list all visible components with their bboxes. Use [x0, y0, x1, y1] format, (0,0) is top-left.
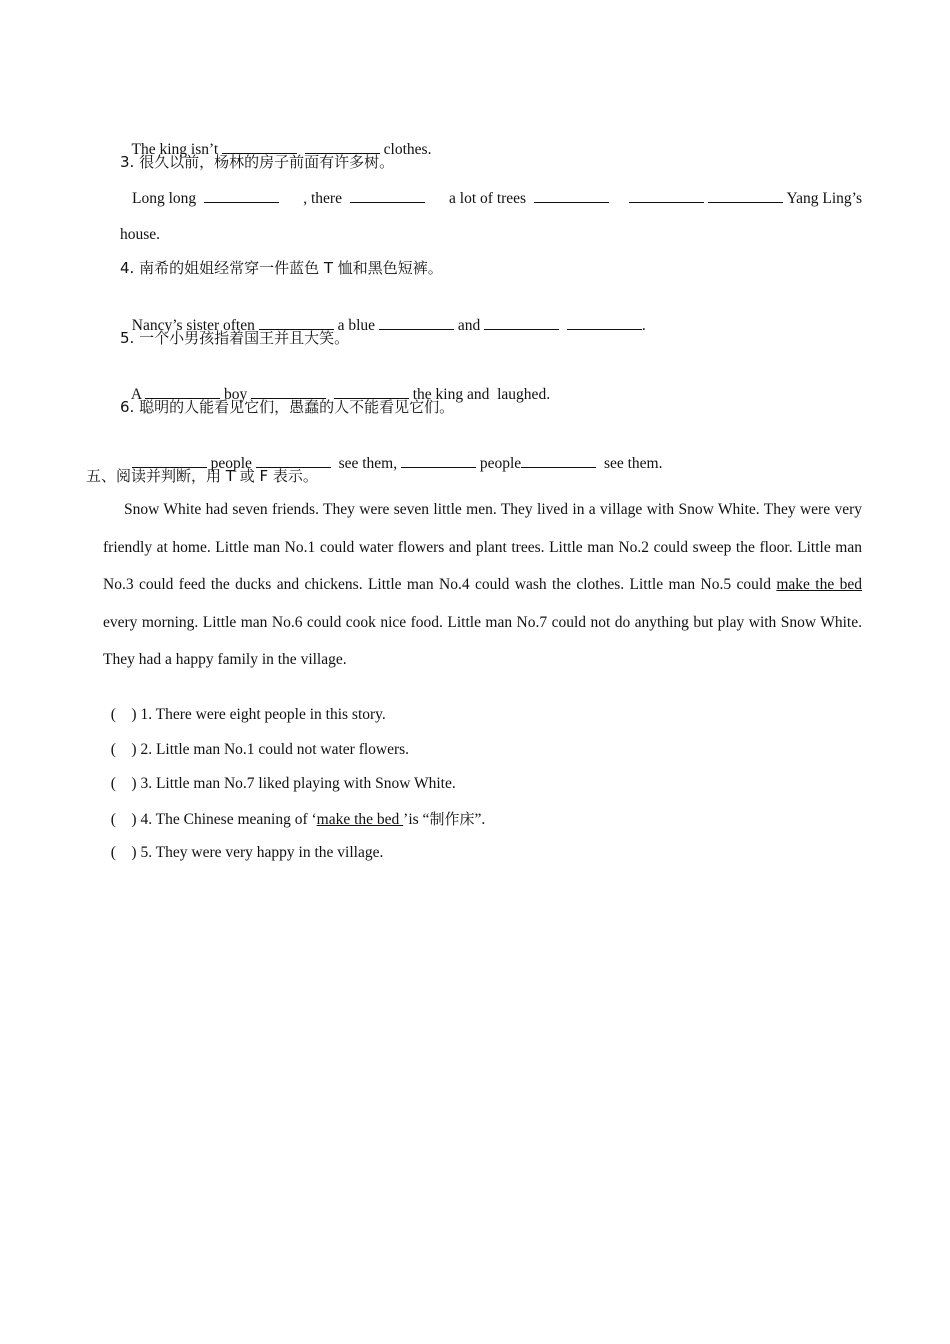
answer-blank[interactable]	[350, 187, 425, 203]
fill-in-line-1: The king isn’t clothes.	[124, 118, 431, 160]
question-3-chinese: 3. 很久以前，杨林的房子前面有许多树。	[120, 153, 395, 171]
underlined-phrase: make the bed	[776, 576, 863, 594]
answer-blank[interactable]	[484, 314, 559, 330]
answer-blank[interactable]	[534, 187, 609, 203]
answer-bracket[interactable]: ( )	[110, 844, 137, 861]
answer-bracket[interactable]: ( )	[110, 775, 137, 792]
answer-bracket[interactable]: ( )	[110, 741, 137, 758]
answer-blank[interactable]	[379, 314, 454, 330]
judge-item-5: ( ) 5. They were very happy in the village.	[110, 844, 384, 861]
answer-blank[interactable]	[204, 187, 279, 203]
question-6-chinese: 6. 聪明的人能看见它们，愚蠢的人不能看见它们。	[120, 398, 455, 416]
answer-bracket[interactable]: ( )	[110, 706, 137, 723]
answer-bracket[interactable]: ( )	[110, 811, 137, 828]
section-5-heading: 五、阅读并判断，用 T 或 F 表示。	[86, 467, 318, 485]
question-6-english: people see them, people see them.	[124, 432, 663, 474]
question-4-english: Nancy’s sister often a blue and .	[124, 294, 646, 336]
question-3-english: Long long , there a lot of trees Yang Ling’s	[132, 187, 862, 209]
answer-blank[interactable]	[567, 314, 642, 330]
answer-blank[interactable]	[708, 187, 783, 203]
question-5-english: A boy the king and laughed.	[124, 363, 550, 405]
judge-item-2: ( ) 2. Little man No.1 could not water flowers.	[110, 741, 410, 758]
answer-blank[interactable]	[521, 452, 596, 468]
question-5-chinese: 5. 一个小男孩指着国王并且大笑。	[120, 329, 350, 347]
answer-blank[interactable]	[629, 187, 704, 203]
reading-passage: Snow White had seven friends. They were seven little men. They lived in a village with Snow White. They were very friendly at home. Little man No.1 could water flowers and plant trees. Little man No.2 could sweep the floor. Little man No.3 could feed the ducks and chickens. Little man No.4 could wash the clothes. Little man No.5 could make the bed every morning. Little man No.6 could cook nice food. Little man No.7 could not do anything but play with Snow White. They had a happy family in the village.	[103, 501, 863, 669]
answer-blank[interactable]	[401, 452, 476, 468]
judge-item-1: ( ) 1. There were eight people in this story.	[110, 706, 386, 723]
judge-item-4: ( ) 4. The Chinese meaning of ‘make the bed ’is “制作床”.	[110, 810, 486, 828]
question-3-continuation: house.	[120, 226, 161, 243]
judge-item-3: ( ) 3. Little man No.7 liked playing with Snow White.	[110, 775, 456, 792]
question-4-chinese: 4. 南希的姐姐经常穿一件蓝色 T 恤和黑色短裤。	[120, 259, 443, 277]
